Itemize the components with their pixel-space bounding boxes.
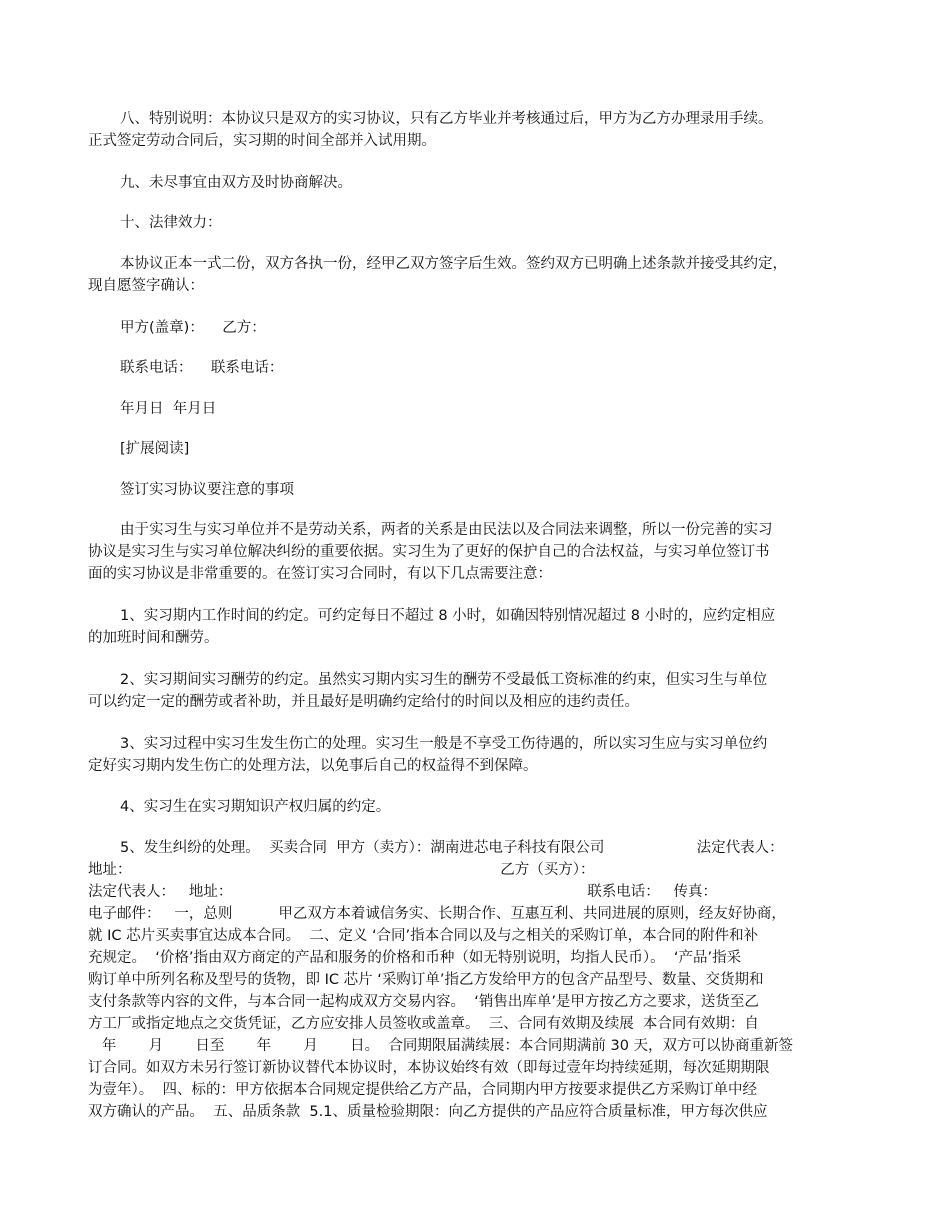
text-line: 地址： 乙方（买方）： — [88, 862, 595, 878]
text-line: 八、特别说明：本协议只是双方的实习协议，只有乙方毕业并考核通过后，甲方为乙方办理录用手续。 — [120, 111, 773, 127]
point-1 — [88, 605, 863, 649]
text-line: 为壹年）。 四、标的：甲方依据本合同规定提供给乙方产品，合同期内甲方按要求提供乙方采购订单中经 — [88, 1082, 757, 1098]
clause-10-heading — [88, 212, 863, 234]
text-line: 的加班时间和酬劳。 — [88, 630, 219, 646]
extended-reading-label — [88, 438, 863, 460]
text-line: 购订单中所列名称及型号的货物，即 IC 芯片 ‘采购订单’指乙方发给甲方的包含产品型号、数量、交货期和 — [88, 972, 764, 988]
text-line: 支付条款等内容的文件，与本合同一起构成双方交易内容。 ‘销售出库单’是甲方按乙方之要求，送货至乙 — [88, 994, 759, 1010]
text-line: 1、实习期内工作时间的约定。可约定每日不超过 8 小时，如确因特别情况超过 8 小时的，应约定相应 — [120, 608, 776, 624]
text-line: 正式签定劳动合同后，实习期的时间全部并入试用期。 — [88, 133, 436, 149]
text-line: 订合同。如双方未另行签订新协议替代本协议时，本协议始终有效（即每过壹年均持续延期，每次延期期限 — [88, 1060, 770, 1076]
point-3 — [88, 733, 863, 777]
section-heading — [88, 479, 863, 501]
text-line: 甲方(盖章)： 乙方： — [120, 320, 266, 336]
text-line: 可以约定一定的酬劳或者补助，并且最好是明确约定给付的时间以及相应的违约责任。 — [88, 694, 639, 710]
point-5-contract — [88, 837, 863, 1123]
point-4 — [88, 796, 863, 818]
text-line: 电子邮件： 一，总则 甲乙双方本着诚信务实、长期合作、互惠互利、共同进展的原则，经友好协商， — [88, 906, 786, 922]
text-line: 5、发生纠纷的处理。 买卖合同 甲方（卖方）：湖南进芯电子科技有限公司 法定代表人： — [120, 840, 784, 856]
text-line: 3、实习过程中实习生发生伤亡的处理。实习生一般是不享受工伤待遇的，所以实习生应与实习单位约 — [120, 736, 768, 752]
clause-8-special-note — [88, 108, 863, 152]
legal-effect-paragraph — [88, 253, 863, 297]
text-line: 4、实习生在实习期知识产权归属的约定。 — [120, 799, 391, 815]
clause-9 — [88, 172, 863, 194]
contact-phone-line — [88, 357, 863, 379]
point-2 — [88, 669, 863, 713]
text-line: 就 IC 芯片买卖事宜达成本合同。 二、定义 ‘合同’指本合同以及与之相关的采购订单，本合同的附件和补 — [88, 928, 759, 944]
text-line: 充规定。 ‘价格’指由双方商定的产品和服务的价格和币种（如无特别说明，均指人民币）。 ‘产品’指采 — [88, 950, 742, 966]
text-line: 联系电话： 联系电话： — [120, 360, 284, 376]
text-line: 方工厂或指定地点之交货凭证，乙方应安排人员签收或盖章。 三、合同有效期及续展 本合同有效期：自 — [88, 1016, 759, 1032]
text-line: 2、实习期间实习酬劳的约定。虽然实习期内实习生的酬劳不受最低工资标准的约束，但实习生与单位 — [120, 672, 768, 688]
text-line: [扩展阅读] — [120, 441, 190, 457]
text-line: 面的实习协议是非常重要的。在签订实习合同时，有以下几点需要注意： — [88, 566, 552, 582]
intro-paragraph — [88, 519, 863, 585]
text-line: 十、法律效力： — [120, 215, 222, 231]
date-line — [88, 398, 863, 420]
signature-party-line — [88, 317, 863, 339]
text-line: 定好实习期内发生伤亡的处理方法，以免事后自己的权益得不到保障。 — [88, 758, 538, 774]
text-line: 双方确认的产品。 五、品质条款 5.1、质量检验期限：向乙方提供的产品应符合质量标准，甲方每次供应 — [88, 1104, 768, 1120]
text-line: 法定代表人： 地址： 联系电话： 传真： — [88, 884, 718, 900]
text-line: 由于实习生与实习单位并不是劳动关系，两者的关系是由民法以及合同法来调整，所以一份完善的实习 — [120, 522, 773, 538]
text-line: 九、未尽事宜由双方及时协商解决。 — [120, 175, 352, 191]
text-line: 本协议正本一式二份，双方各执一份，经甲乙双方签字后生效。签约双方已明确上述条款并接受其约定， — [120, 256, 787, 272]
text-line: 年月日 年月日 — [120, 401, 217, 417]
text-line: 协议是实习生与实习单位解决纠纷的重要依据。实习生为了更好的保护自己的合法权益，与实习单位签订书 — [88, 544, 770, 560]
text-line: 签订实习协议要注意的事项 — [120, 482, 294, 498]
text-line: 现自愿签字确认： — [88, 278, 204, 294]
text-line: 年 月 日至 年 月 日。 合同期限届满续展：本合同期满前 30 天，双方可以协商重新签 — [88, 1038, 794, 1054]
